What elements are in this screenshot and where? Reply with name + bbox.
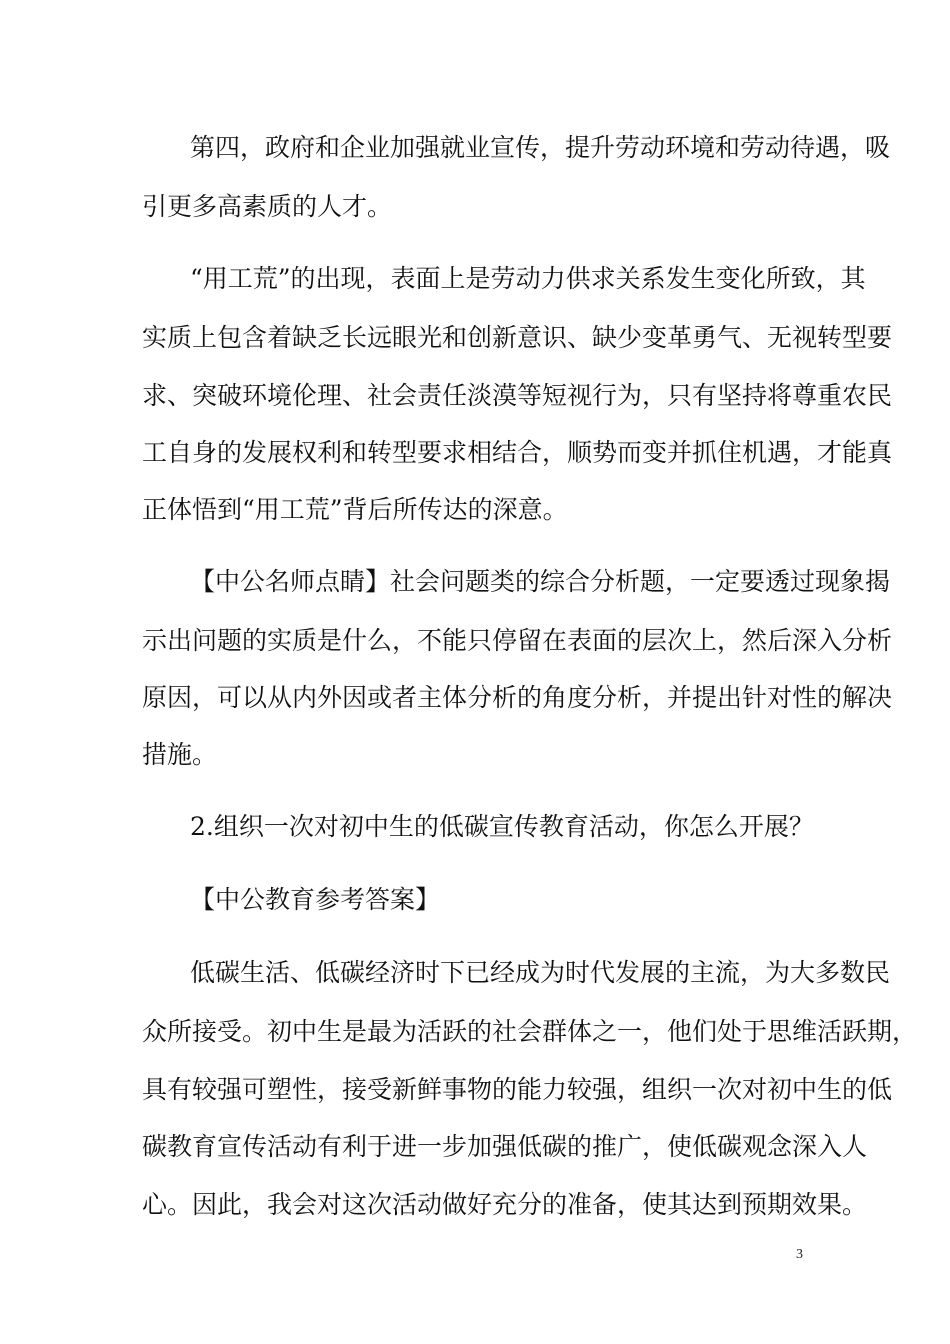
paragraph-2-line-3: 求、突破环境伦理、社会责任淡漠等短视行为，只有坚持将尊重农民	[142, 381, 893, 410]
paragraph-6-line-3: 具有较强可塑性，接受新鲜事物的能力较强，组织一次对初中生的低	[142, 1075, 893, 1104]
paragraph-1-line-2: 引更多高素质的人才。	[142, 192, 393, 221]
paragraph-3-line-3: 原因，可以从内外因或者主体分析的角度分析，并提出针对性的解决	[142, 683, 893, 712]
page-number: 3	[796, 1247, 803, 1262]
paragraph-2-line-4: 工自身的发展权利和转型要求相结合，顺势而变并抓住机遇，才能真	[142, 438, 893, 467]
reference-answer-heading: 【中公教育参考答案】	[190, 885, 441, 914]
paragraph-2-line-5: 正体悟到“用工荒”背后所传达的深意。	[142, 495, 568, 524]
paragraph-6-line-2: 众所接受。初中生是最为活跃的社会群体之一，他们处于思维活跃期，	[142, 1017, 918, 1046]
paragraph-3-line-1: 【中公名师点睛】社会问题类的综合分析题，一定要透过现象揭	[190, 567, 891, 596]
paragraph-2-line-2: 实质上包含着缺乏长远眼光和创新意识、缺少变革勇气、无视转型要	[142, 323, 893, 352]
paragraph-6-line-5: 心。因此，我会对这次活动做好充分的准备，使其达到预期效果。	[142, 1190, 868, 1219]
paragraph-3-line-2: 示出问题的实质是什么，不能只停留在表面的层次上，然后深入分析	[142, 626, 893, 655]
paragraph-3-line-4: 措施。	[142, 740, 218, 769]
paragraph-6-line-1: 低碳生活、低碳经济时下已经成为时代发展的主流，为大多数民	[190, 958, 891, 987]
question-2: 2.组织一次对初中生的低碳宣传教育活动，你怎么开展？	[190, 812, 814, 841]
paragraph-6-line-4: 碳教育宣传活动有利于进一步加强低碳的推广，使低碳观念深入人	[142, 1132, 868, 1161]
paragraph-1-line-1: 第四，政府和企业加强就业宣传，提升劳动环境和劳动待遇，吸	[190, 133, 891, 162]
paragraph-2-line-1: “用工荒”的出现，表面上是劳动力供求关系发生变化所致，其	[190, 264, 866, 293]
